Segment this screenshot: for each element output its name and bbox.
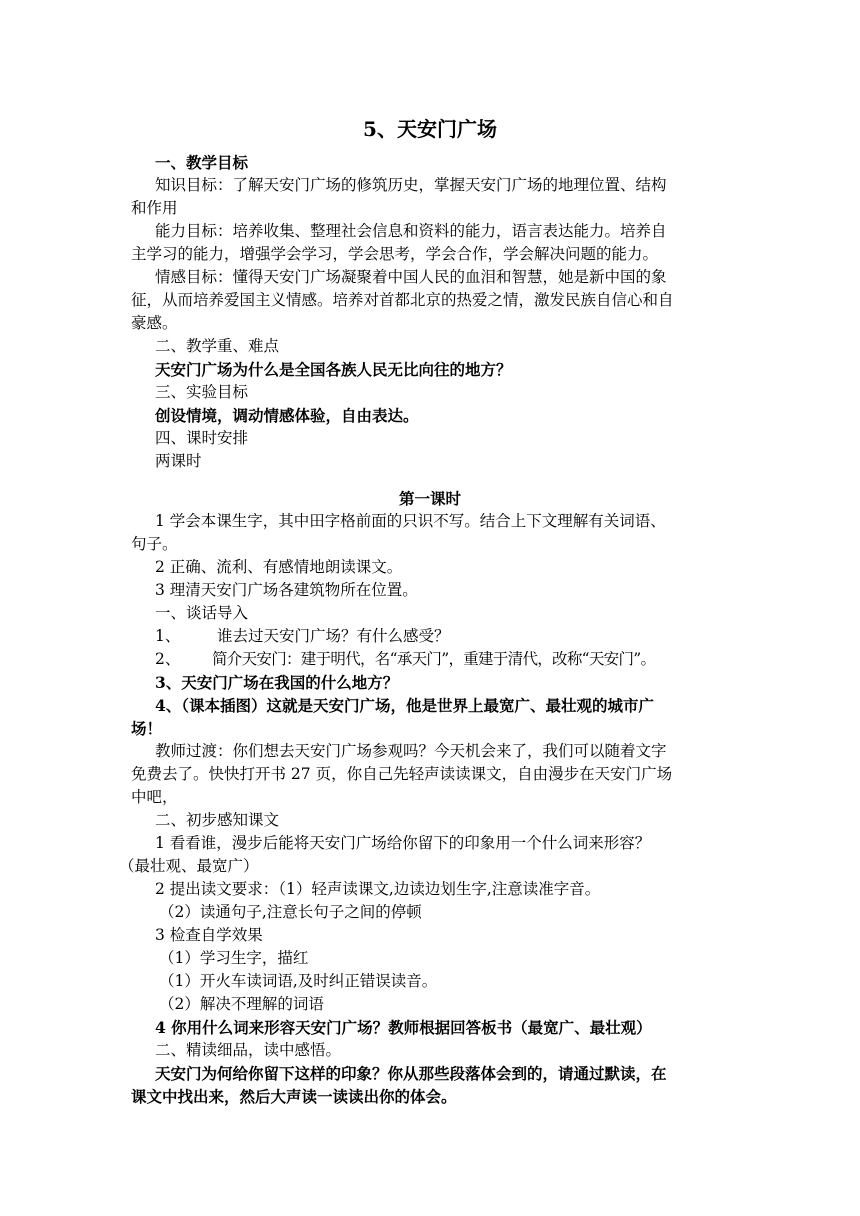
emotion-goal-line-3: 豪感。 <box>131 314 178 332</box>
transition-line-3: 中吧， <box>131 788 178 806</box>
ability-goal-line-2: 主学习的能力，增强学会学习，学会思考，学会合作，学会解决问题的能力。 <box>131 245 659 263</box>
part-heading-first-perception: 二、初步感知课文 <box>155 811 280 829</box>
lesson-one-heading: 第一课时 <box>398 489 461 508</box>
intro-item-2-number: 2、 <box>155 650 181 668</box>
section-heading-teaching-goals: 一、教学目标 <box>155 153 249 172</box>
intro-item-1-number: 1、 <box>155 627 181 645</box>
perception-item-2-line-1: 2 提出读文要求：（1）轻声读课文,边读边划生字,注意读准字音。 <box>155 880 601 898</box>
experiment-goals-content: 创设情境，调动情感体验，自由表达。 <box>155 406 419 425</box>
perception-item-1-line-1: 1 看看谁，漫步后能将天安门广场给你留下的印象用一个什么词来形容？ <box>155 834 651 852</box>
intro-item-4-line-2: 场！ <box>131 719 163 738</box>
close-reading-question-line-2: 课文中找出来，然后大声读一读读出你的体会。 <box>131 1087 457 1106</box>
emotion-goal-line-1: 情感目标：懂得天安门广场凝聚着中国人民的血泪和智慧，她是新中国的象 <box>155 268 667 286</box>
intro-item-2-text: 简介天安门：建于明代，名“承天门”，重建于清代，改称“天安门”。 <box>212 650 656 668</box>
perception-item-1-line-2: （最壮观、最宽广） <box>119 857 259 875</box>
knowledge-goal-line-2: 和作用 <box>131 199 178 217</box>
intro-item-3: 3、天安门广场在我国的什么地方？ <box>155 673 399 692</box>
page-title: 5、天安门广场 <box>363 117 497 141</box>
perception-item-3-sub-1: （1）学习生字，描红 <box>159 949 309 967</box>
perception-item-3-sub-2: （1）开火车读词语,及时纠正错误读音。 <box>159 972 438 990</box>
section-heading-key-points: 二、教学重、难点 <box>155 337 280 355</box>
section-heading-schedule: 四、课时安排 <box>155 429 249 447</box>
transition-line-2: 免费去了。快快打开书 27 页，你自己先轻声读读课文，自由漫步在天安门广场 <box>131 765 673 783</box>
section-heading-experiment-goals: 三、实验目标 <box>155 383 249 401</box>
lesson-goal-3: 3 理清天安门广场各建筑物所在位置。 <box>155 581 418 599</box>
part-heading-introduction: 一、谈话导入 <box>155 604 249 622</box>
transition-line-1: 教师过渡：你们想去天安门广场参观吗？今天机会来了，我们可以随着文字 <box>155 742 667 760</box>
perception-item-3: 3 检查自学效果 <box>155 926 263 944</box>
knowledge-goal-line-1: 知识目标：了解天安门广场的修筑历史，掌握天安门广场的地理位置、结构 <box>155 176 667 194</box>
intro-item-1-text: 谁去过天安门广场？有什么感受？ <box>217 627 450 645</box>
intro-item-4-line-1: 4、（课本插图）这就是天安门广场，他是世界上最宽广、最壮观的城市广 <box>155 696 655 715</box>
perception-item-2-line-2: （2）读通句子,注意长句子之间的停顿 <box>159 903 422 921</box>
emotion-goal-line-2: 征，从而培养爱国主义情感。培养对首都北京的热爱之情，激发民族自信心和自 <box>131 291 674 309</box>
part-heading-close-reading: 二、精读细品，读中感悟。 <box>155 1041 342 1059</box>
perception-item-3-sub-3: （2）解决不理解的词语 <box>159 995 324 1013</box>
ability-goal-line-1: 能力目标：培养收集、整理社会信息和资料的能力，语言表达能力。培养自 <box>155 222 667 240</box>
lesson-goal-2: 2 正确、流利、有感情地朗读课文。 <box>155 558 403 576</box>
schedule-content: 两课时 <box>155 452 202 470</box>
close-reading-question-line-1: 天安门为何给你留下这样的印象？你从那些段落体会到的，请通过默读，在 <box>155 1064 667 1083</box>
lesson-goal-1-line-2: 句子。 <box>131 535 178 553</box>
key-points-content: 天安门广场为什么是全国各族人民无比向往的地方？ <box>155 360 512 379</box>
perception-item-4: 4 你用什么词来形容天安门广场？教师根据回答板书（最宽广、最壮观） <box>155 1018 652 1037</box>
lesson-goal-1-line-1: 1 学会本课生字，其中田字格前面的只识不写。结合上下文理解有关词语、 <box>155 512 666 530</box>
